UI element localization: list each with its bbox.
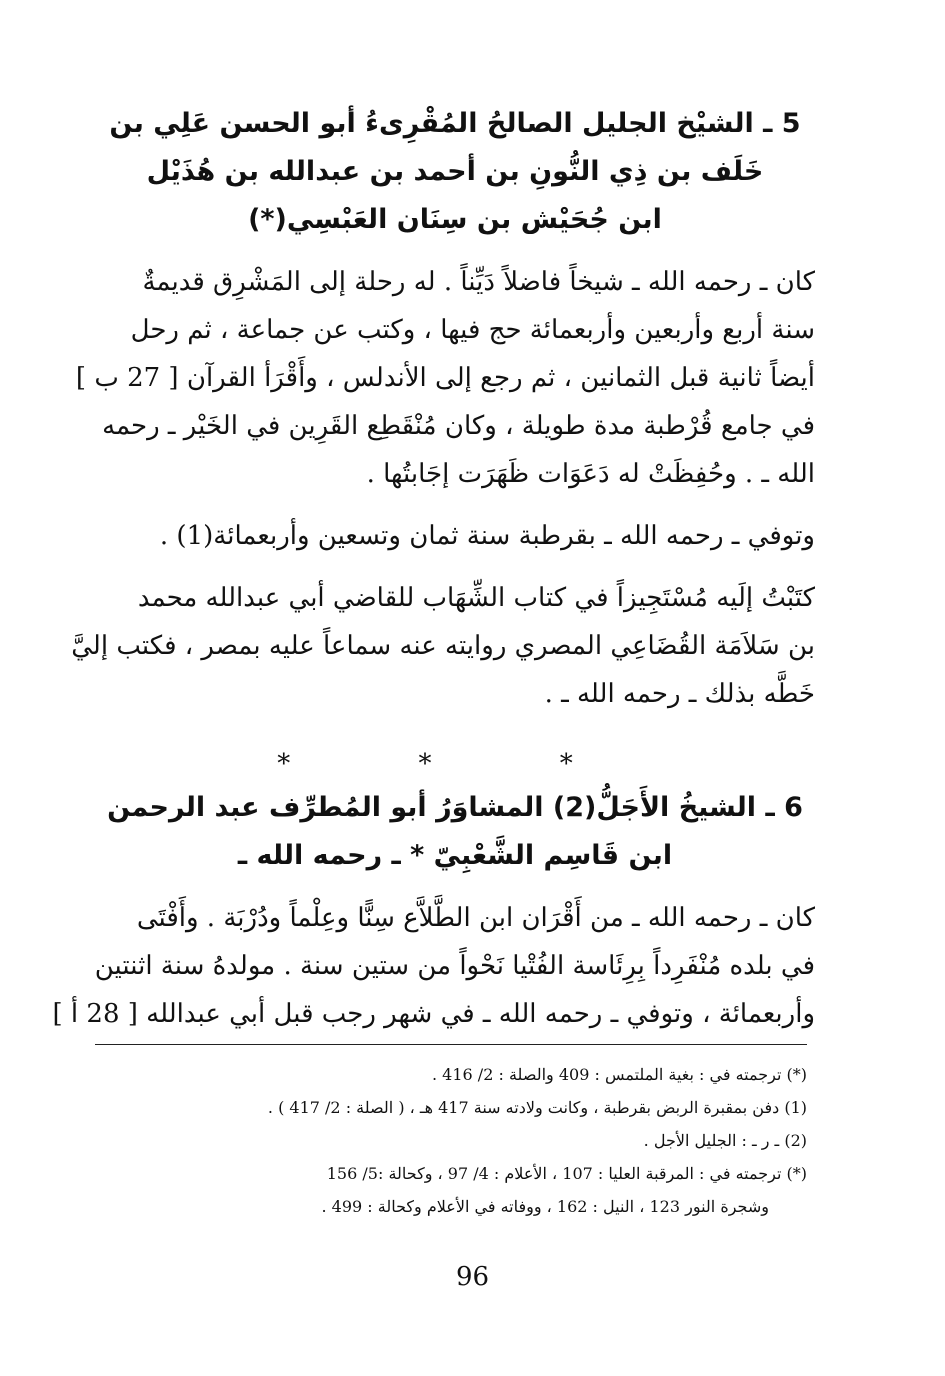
heading-line: خَلَف بن ذِي النُّونِ بن أحمد بن عبدالله بن هُذَيْل bbox=[146, 156, 764, 187]
footnote: (2) ـ ر ـ : الجليل الأجل . bbox=[643, 1131, 807, 1150]
text-line: خَطَّه بذلك ـ رحمه الله ـ . bbox=[544, 679, 815, 709]
text-line: كان ـ رحمه الله ـ شيخاً فاضلاً دَيِّناً . له رحلة إلى المَشْرِق قديمةٌ bbox=[142, 267, 815, 297]
footnote: (*) ترجمته في : المرقبة العليا : 107 ، الأعلام : 4/ 97 ، وكحالة :5/ 156 bbox=[326, 1164, 807, 1183]
entry-5-heading bbox=[95, 100, 815, 244]
text-line: وأربعمائة ، وتوفي ـ رحمه الله ـ في شهر رجب قبل أبي عبدالله [ 28 أ ] bbox=[52, 999, 815, 1029]
heading-line: ابن قَاسِم الشَّعْبِيّ * ـ رحمه الله ـ bbox=[237, 840, 673, 871]
footnote: (*) ترجمته في : بغية الملتمس : 409 والصلة : 2/ 416 . bbox=[432, 1065, 807, 1084]
text-line: بن سَلاَمَة القُضَاعِي المصري روايته عنه سماعاً عليه بمصر ، فكتب إليَّ bbox=[71, 631, 815, 661]
text-line: الله ـ . وحُفِظَتْ له دَعَوَات ظَهَرَت إجَابتُها . bbox=[366, 459, 815, 489]
entry-5-paragraph-2 bbox=[95, 512, 815, 560]
page-body bbox=[52, 100, 815, 1038]
entry-6-heading bbox=[95, 784, 815, 880]
entry-6-paragraph-1 bbox=[52, 894, 815, 1038]
text-line: سنة أربع وأربعين وأربعمائة حج فيها ، وكتب عن جماعة ، ثم رحل bbox=[130, 315, 815, 345]
text-line: في بلده مُنْفَرِداً بِرِئَاسة الفُتْيا نَحْواً من ستين سنة . مولدهُ سنة اثنتين bbox=[94, 951, 815, 981]
footnote-divider bbox=[95, 1044, 807, 1045]
heading-line: 6 ـ الشيخُ الأَجَلُّ(2) المشاوَرُ أبو المُطرِّف عبد الرحمن bbox=[107, 792, 803, 823]
footnote: وشجرة النور 123 ، النيل : 162 ، ووفاته في الأعلام وكحالة : 499 . bbox=[321, 1197, 769, 1216]
footnotes bbox=[95, 1058, 807, 1223]
page-number: 96 bbox=[455, 1262, 490, 1292]
heading-line: 5 ـ الشيْخ الجليل الصالحُ المُقْرِىءُ أبو الحسن عَلِي بن bbox=[109, 108, 801, 139]
entry-5-paragraph-3 bbox=[71, 574, 815, 718]
text-line: كتَبْتُ إلَيه مُسْتَجِيزاً في كتاب الشِّهَاب للقاضي أبي عبدالله محمد bbox=[137, 583, 815, 613]
footnote: (1) دفن بمقبرة الربض بقرطبة ، وكانت ولادته سنة 417 هـ ، ( الصلة : 2/ 417 ) . bbox=[267, 1098, 807, 1117]
text-line: في جامع قُرْطبة مدة طويلة ، وكان مُنْقَطِع القَرِين في الخَيْر ـ رحمه bbox=[102, 411, 815, 441]
heading-line: ابن جُحَيْش بن سِنَان العَبْسِي(*) bbox=[248, 204, 662, 235]
entry-5-paragraph-1 bbox=[75, 258, 815, 498]
text-line: كان ـ رحمه الله ـ من أَقْرَان ابن الطَّلاَّع سِنًّا وعِلْماً ودُرْبَة . وأَفْتَى bbox=[136, 903, 815, 933]
section-separator: * * * bbox=[277, 749, 633, 779]
text-line: وتوفي ـ رحمه الله ـ بقرطبة سنة ثمان وتسعين وأربعمائة(1) . bbox=[159, 521, 815, 551]
text-line: أيضاً ثانية قبل الثمانين ، ثم رجع إلى الأندلس ، وأَقْرَأ القرآن [ 27 ب ] bbox=[75, 363, 815, 393]
